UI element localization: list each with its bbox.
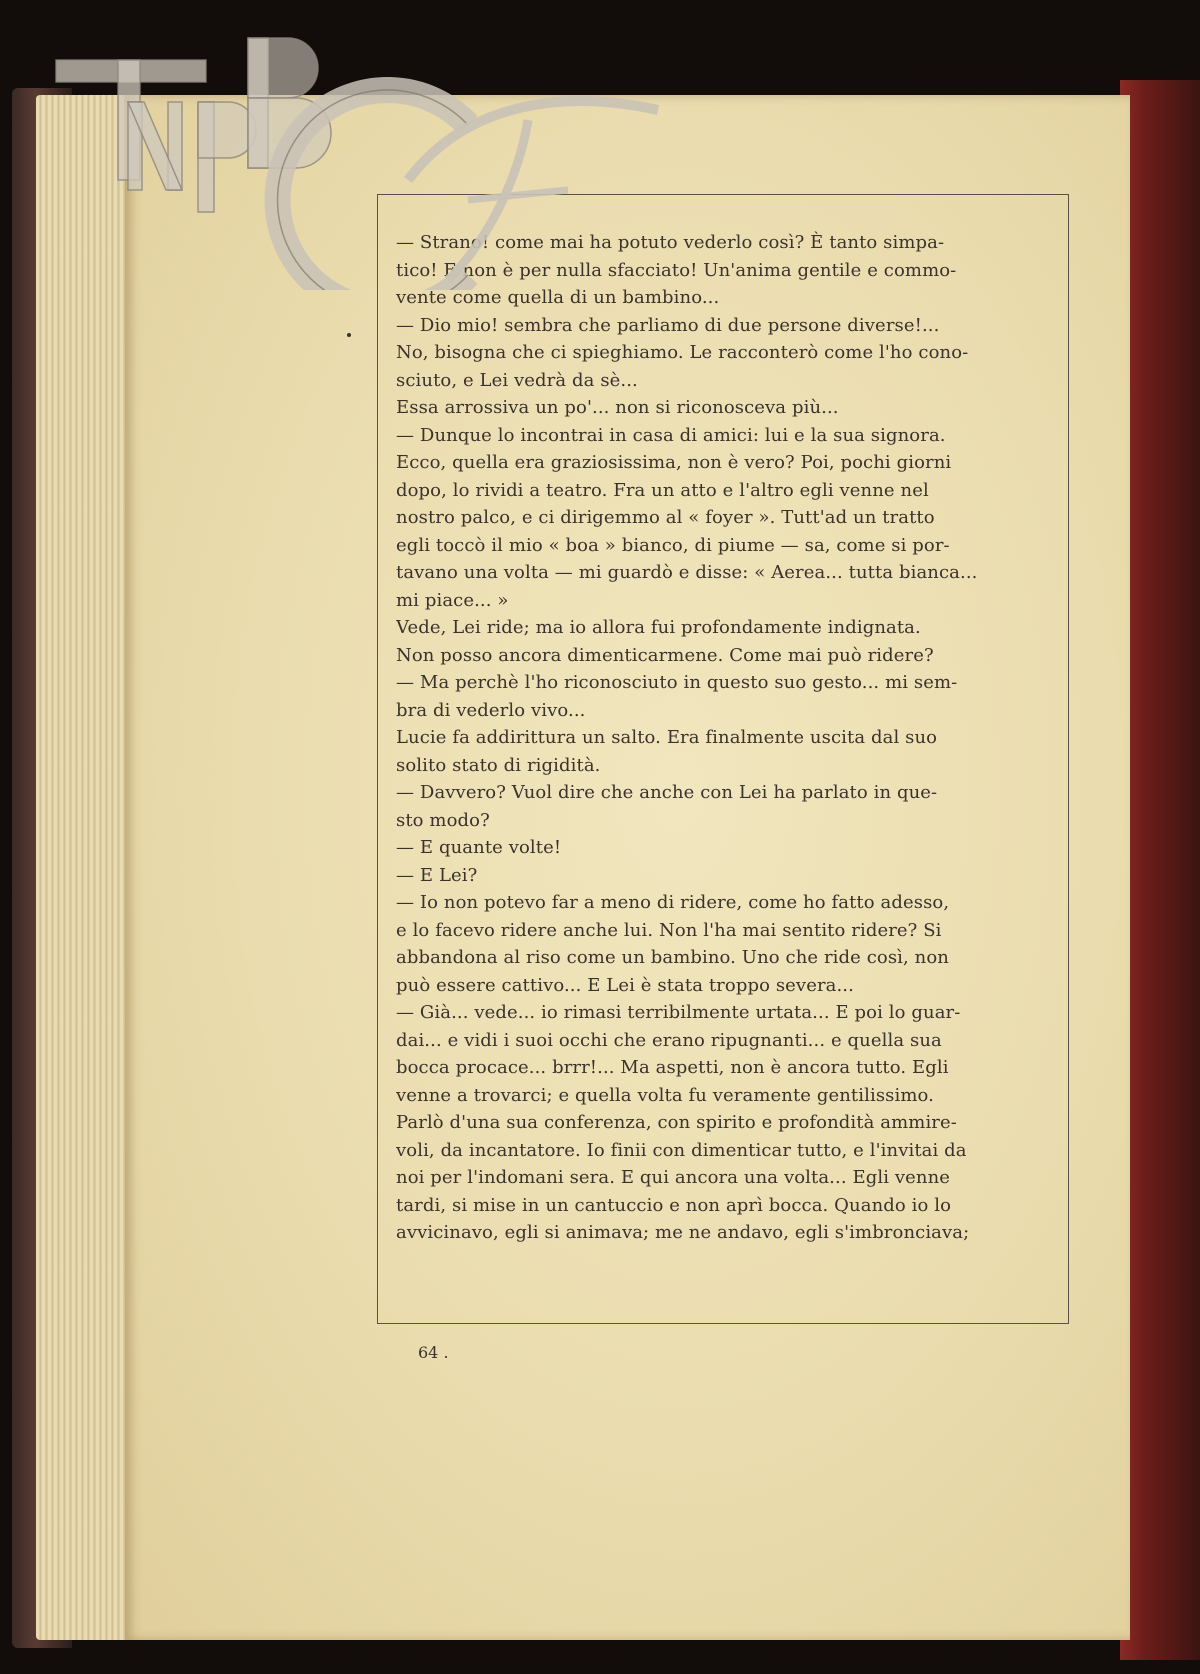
text-line: No, bisogna che ci spieghiamo. Le racconterò come l'ho cono-: [396, 342, 969, 363]
text-line: mi piace... »: [396, 589, 509, 611]
text-line: bra di vederlo vivo...: [396, 699, 586, 721]
text-line: — Dio mio! sembra che parliamo di due persone diverse!...: [396, 314, 940, 336]
ink-speck: [347, 333, 351, 337]
text-line: Ecco, quella era graziosissima, non è vero? Poi, pochi giorni: [396, 452, 952, 473]
text-line: — Davvero? Vuol dire che anche con Lei ha parlato in que-: [396, 782, 938, 803]
text-line: nostro palco, e ci dirigemmo al « foyer ». Tutt'ad un tratto: [396, 507, 935, 528]
text-line: tavano una volta — mi guardò e disse: « Aerea... tutta bianca...: [396, 562, 978, 583]
text-line: Parlò d'una sua conferenza, con spirito e profondità ammire-: [396, 1112, 957, 1133]
book-cover-right: [1120, 80, 1200, 1660]
text-line: Non posso ancora dimenticarmene. Come mai può ridere?: [396, 644, 934, 666]
text-line: dopo, lo rividi a teatro. Fra un atto e l'altro egli venne nel: [396, 479, 929, 501]
text-line: tardi, si mise in un cantuccio e non aprì bocca. Quando io lo: [396, 1194, 952, 1216]
text-line: egli toccò il mio « boa » bianco, di piume — sa, come si por-: [396, 534, 950, 556]
text-line: bocca procace... brrr!... Ma aspetti, non è ancora tutto. Egli: [396, 1057, 949, 1078]
text-line: solito stato di rigidità.: [396, 754, 601, 776]
text-line: sciuto, e Lei vedrà da sè...: [396, 369, 638, 391]
text-line: sto modo?: [396, 809, 490, 831]
text-line: noi per l'indomani sera. E qui ancora una volta... Egli venne: [396, 1167, 951, 1188]
text-line: — Già... vede... io rimasi terribilmente urtata... E poi lo guar-: [396, 1002, 961, 1023]
book-page: [125, 95, 1130, 1640]
text-line: — E Lei?: [396, 864, 478, 886]
text-line: vente come quella di un bambino...: [396, 287, 720, 308]
text-line: Essa arrossiva un po'... non si riconosceva più...: [396, 397, 839, 418]
page-text: [396, 229, 1050, 1247]
text-line: — Dunque lo incontrai in casa di amici: lui e la sua signora.: [396, 424, 946, 446]
text-line: e lo facevo ridere anche lui. Non l'ha mai sentito ridere? Si: [396, 919, 942, 941]
text-line: voli, da incantatore. Io finii con dimenticar tutto, e l'invitai da: [396, 1139, 967, 1161]
text-line: abbandona al riso come un bambino. Uno che ride così, non: [396, 947, 950, 968]
text-line: — Ma perchè l'ho riconosciuto in questo suo gesto... mi sem-: [396, 672, 958, 693]
page-number: 64 .: [418, 1343, 449, 1362]
text-line: Vede, Lei ride; ma io allora fui profondamente indignata.: [396, 617, 921, 638]
text-line: tico! E non è per nulla sfacciato! Un'anima gentile e commo-: [396, 259, 957, 281]
text-line: — Strano! come mai ha potuto vederlo così? È tanto simpa-: [396, 232, 945, 253]
text-line: — E quante volte!: [396, 837, 562, 858]
text-frame: [377, 194, 1069, 1324]
text-line: venne a trovarci; e quella volta fu veramente gentilissimo.: [396, 1084, 934, 1106]
text-line: dai... e vidi i suoi occhi che erano ripugnanti... e quella sua: [396, 1029, 942, 1051]
text-line: Lucie fa addirittura un salto. Era finalmente uscita dal suo: [396, 727, 938, 748]
text-line: avvicinavo, egli si animava; me ne andavo, egli s'imbronciava;: [396, 1222, 970, 1243]
text-line: può essere cattivo... E Lei è stata troppo severa...: [396, 974, 854, 996]
text-line: — Io non potevo far a meno di ridere, come ho fatto adesso,: [396, 892, 950, 913]
